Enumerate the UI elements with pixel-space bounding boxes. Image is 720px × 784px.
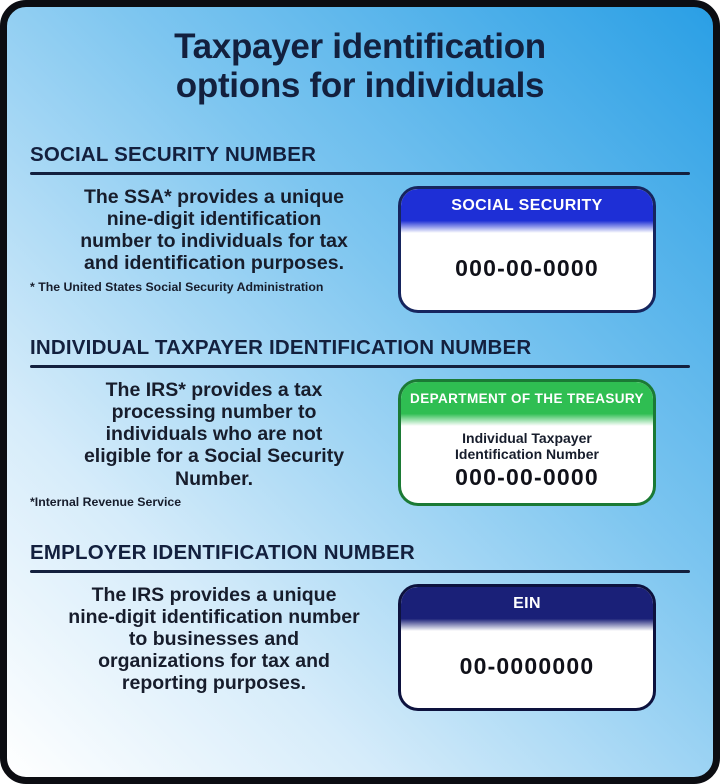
ssn-card-banner: SOCIAL SECURITY [401,189,653,233]
itin-card-banner: DEPARTMENT OF THE TREASURY [401,382,653,426]
ssn-card-number: 000-00-0000 [455,255,599,282]
page-title-line1: Taxpayer identification [174,27,546,66]
ssn-card-body [401,233,653,310]
section-row-ssn [30,186,690,313]
ein-card [398,584,656,711]
itin-card-body [401,426,653,503]
ein-card-banner: EIN [401,587,653,631]
section-heading-ssn: SOCIAL SECURITY NUMBER [30,143,317,167]
content-area [7,143,713,710]
section-social-security-number [30,143,690,313]
text-column-ssn [30,186,398,293]
ein-card-number: 00-0000000 [459,652,595,679]
itin-card-number: 000-00-0000 [455,464,599,491]
body-text-itin: The IRS* provides a tax processing number to individuals who are not eligible for a Social Security Number. [83,379,345,490]
footnote-ssa: * The United States Social Security Administration [30,279,324,294]
section-heading-ein: EMPLOYER IDENTIFICATION NUMBER [30,540,415,564]
ein-card-body [401,631,653,708]
section-itin [30,336,690,508]
section-row-itin [30,379,690,508]
body-text-ssn: The SSA* provides a unique nine-digit identification number to individuals for tax and identification purposes. [80,186,348,275]
section-ein [30,541,690,711]
itin-card-label: Individual Taxpayer Identification Number [455,430,599,463]
section-divider [30,365,690,368]
section-row-ein [30,584,690,711]
page-title [80,27,640,105]
text-column-itin [30,379,398,508]
text-column-ein [30,584,398,694]
ssn-card [398,186,656,313]
section-heading-itin: INDIVIDUAL TAXPAYER IDENTIFICATION NUMBER [30,336,532,360]
footnote-irs: *Internal Revenue Service [30,494,182,509]
itin-card [398,379,656,506]
page-title-line2: options for individuals [175,66,545,106]
section-divider [30,172,690,175]
section-divider [30,570,690,573]
body-text-ein: The IRS provides a unique nine-digit identification number to businesses and organizations for tax and reporting purposes. [68,583,360,694]
